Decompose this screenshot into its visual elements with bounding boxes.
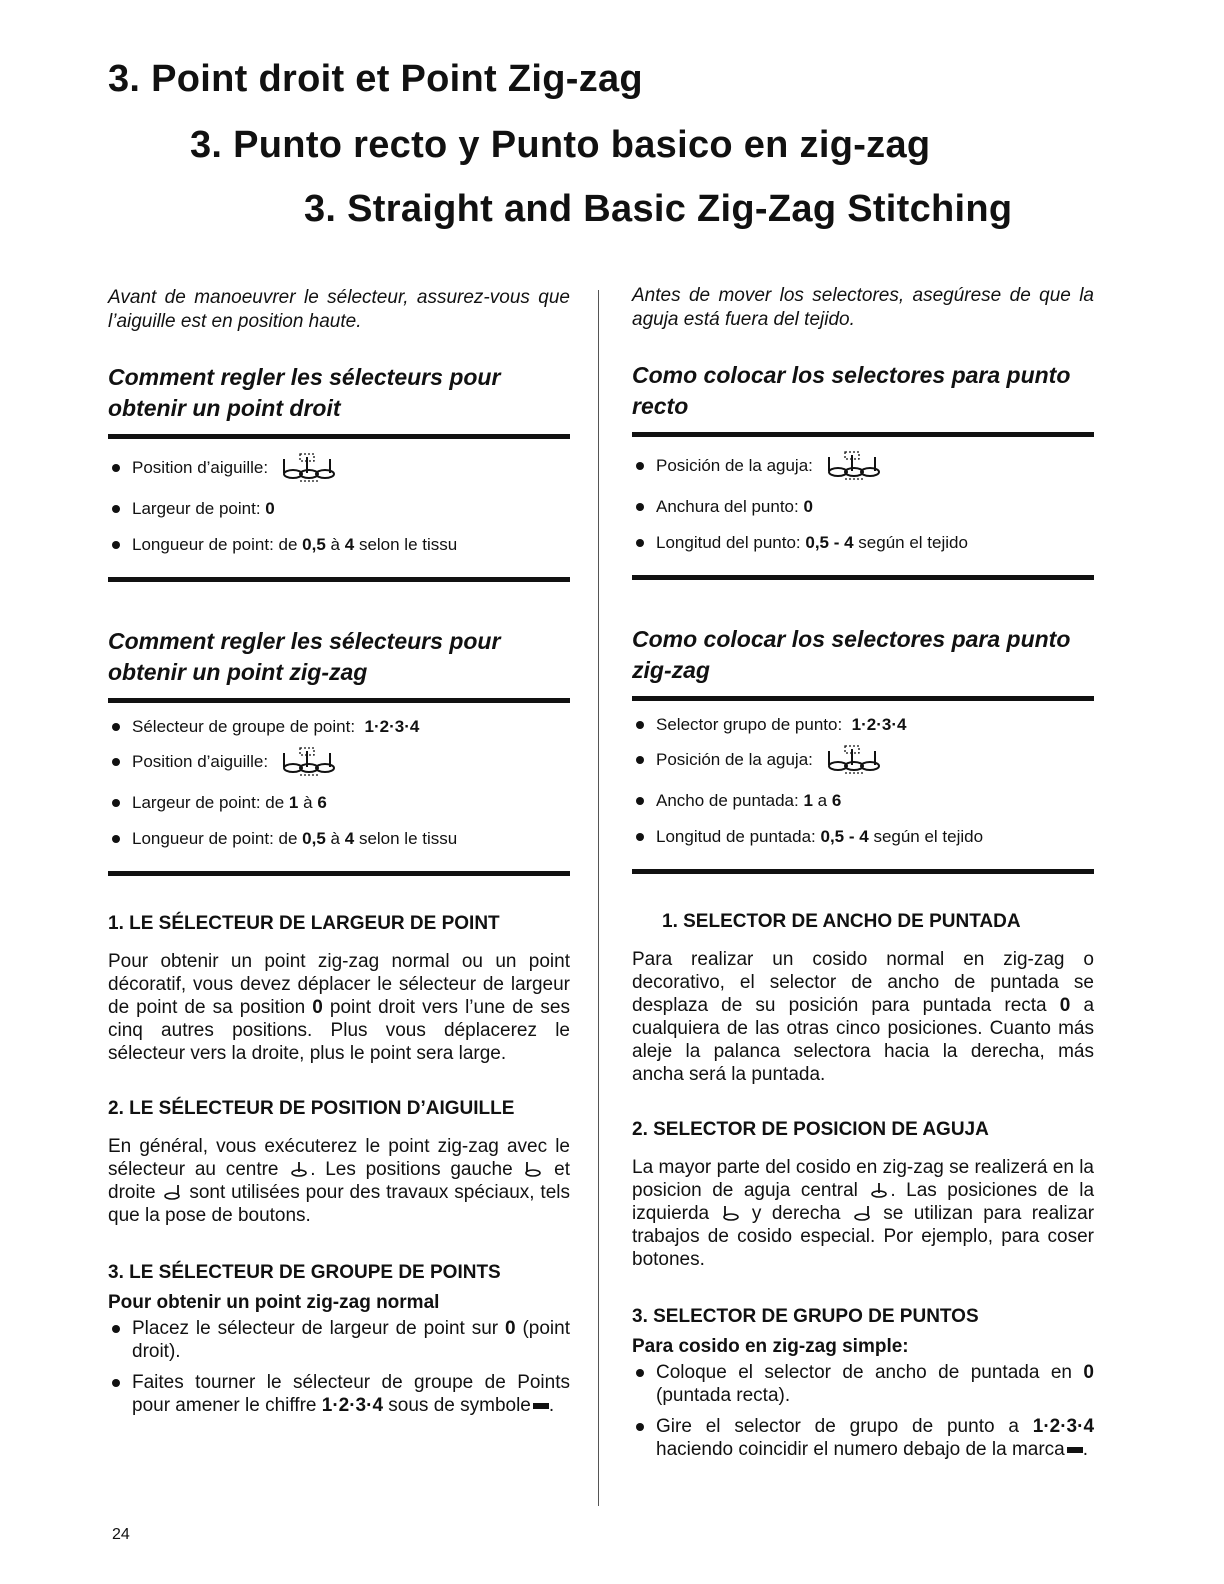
spanish-column — [632, 286, 1094, 1469]
french-straight-settings — [108, 439, 570, 577]
needle-position-icon — [825, 745, 883, 775]
french-straight-heading: Comment regler les sélecteurs pour obtenir un point droit — [108, 364, 501, 421]
french-section-1-heading: 1. LE SÉLECTEUR DE LARGEUR DE POINT — [108, 913, 500, 934]
marker-symbol-icon — [1067, 1447, 1083, 1453]
setting-stitch-width: Ancho de puntada: 1 a 6 — [632, 791, 1094, 811]
spanish-section-3-list — [632, 1361, 1094, 1461]
setting-stitch-length: Longueur de point: de 0,5 à 4 selon le tissu — [108, 535, 570, 555]
french-intro: Avant de manoeuvrer le sélecteur, assurez-vous que l’aiguille est en position haute. — [108, 287, 570, 332]
spanish-straight-settings — [632, 437, 1094, 575]
french-section-2-heading: 2. LE SÉLECTEUR DE POSITION D’AIGUILLE — [108, 1098, 515, 1119]
needle-left-icon — [524, 1161, 542, 1177]
french-zigzag-settings — [108, 703, 570, 871]
page-number: 24 — [112, 1526, 130, 1543]
marker-symbol-icon — [533, 1403, 549, 1409]
french-section-3-heading: 3. LE SÉLECTEUR DE GROUPE DE POINTS — [108, 1262, 501, 1283]
needle-left-icon — [722, 1205, 740, 1221]
setting-needle-position: Posición de la aguja: — [632, 451, 1094, 481]
setting-stitch-length: Longueur de point: de 0,5 à 4 selon le tissu — [108, 829, 570, 849]
setting-stitch-width: Largeur de point: de 1 à 6 — [108, 793, 570, 813]
spanish-section-1-text: Para realizar un cosido normal en zig-zag o decorativo, el selector de ancho de puntada se desplaza de su posición para puntada recta 0 a cualquiera de las otras cinco posiciones. Cuanto más aleje la palanca selectora hacia la derecha, más ancha será la puntada. — [632, 949, 1095, 1085]
needle-center-icon — [870, 1182, 888, 1198]
list-item: Faites tourner le sélecteur de groupe de Points pour amener le chiffre 1·2·3·4 sous de symbole . — [108, 1371, 570, 1417]
spanish-section-3-subheading: Para cosido en zig-zag simple: — [632, 1336, 909, 1357]
title-spanish: 3. Punto recto y Punto basico en zig-zag — [190, 124, 931, 166]
french-section-1-text: Pour obtenir un point zig-zag normal ou un point décoratif, vous devez déplacer le sélecteur de largeur de point de sa position 0 point droit vers l’une de ses cinq autres positions. Plus vous déplacerez le sélecteur vers la droite, plus le point sera large. — [108, 951, 570, 1064]
setting-stitch-group: Sélecteur de groupe de point: 1·2·3·4 — [108, 717, 570, 737]
needle-center-icon — [290, 1161, 308, 1177]
setting-needle-position: Position d’aiguille: — [108, 747, 570, 777]
needle-position-icon — [280, 453, 338, 483]
setting-needle-position: Posición de la aguja: — [632, 745, 1094, 775]
list-item: Placez le sélecteur de largeur de point sur 0 (point droit). — [108, 1317, 570, 1363]
spanish-straight-heading: Como colocar los selectores para punto recto — [632, 362, 1071, 419]
setting-stitch-length: Longitud de puntada: 0,5 - 4 según el tejido — [632, 827, 1094, 847]
list-item: Gire el selector de grupo de punto a 1·2·3·4 haciendo coincidir el numero debajo de la marca . — [632, 1415, 1094, 1461]
spanish-intro: Antes de mover los selectores, asegúrese de que la aguja está fuera del tejido. — [632, 285, 1094, 330]
title-french: 3. Point droit et Point Zig-zag — [108, 58, 643, 100]
needle-position-icon — [280, 747, 338, 777]
title-english: 3. Straight and Basic Zig-Zag Stitching — [304, 188, 1013, 230]
setting-stitch-group: Selector grupo de punto: 1·2·3·4 — [632, 715, 1094, 735]
spanish-section-1-heading: 1. SELECTOR DE ANCHO DE PUNTADA — [662, 911, 1021, 932]
setting-needle-position: Position d’aiguille: — [108, 453, 570, 483]
spanish-section-3-heading: 3. SELECTOR DE GRUPO DE PUNTOS — [632, 1306, 979, 1327]
french-section-3-subheading: Pour obtenir un point zig-zag normal — [108, 1292, 440, 1313]
french-section-2-text: En général, vous exécuterez le point zig-zag avec le sélecteur au centre . Les positions gauche et droite sont utilisées pour des travaux spéciaux, tels que la pose de boutons. — [108, 1136, 570, 1226]
setting-stitch-length: Longitud del punto: 0,5 - 4 según el tejido — [632, 533, 1094, 553]
needle-right-icon — [853, 1205, 871, 1221]
list-item: Coloque el selector de ancho de puntada en 0 (puntada recta). — [632, 1361, 1094, 1407]
needle-position-icon — [825, 451, 883, 481]
setting-stitch-width: Anchura del punto: 0 — [632, 497, 1094, 517]
column-divider — [598, 290, 599, 1506]
french-zigzag-heading: Comment regler les sélecteurs pour obtenir un point zig-zag — [108, 628, 501, 685]
spanish-zigzag-heading: Como colocar los selectores para punto zig-zag — [632, 626, 1071, 683]
french-section-3-list — [108, 1317, 570, 1417]
spanish-zigzag-settings — [632, 701, 1094, 869]
setting-stitch-width: Largeur de point: 0 — [108, 499, 570, 519]
spanish-section-2-text: La mayor parte del cosido en zig-zag se realizerá en la posicion de aguja central . Las posiciones de la izquierda y derecha se utilizan para realizar trabajos de cosido especial. Por ejemplo, para coser botones. — [632, 1157, 1095, 1270]
needle-right-icon — [163, 1184, 181, 1200]
french-column — [108, 286, 570, 1425]
spanish-section-2-heading: 2. SELECTOR DE POSICION DE AGUJA — [632, 1119, 989, 1140]
